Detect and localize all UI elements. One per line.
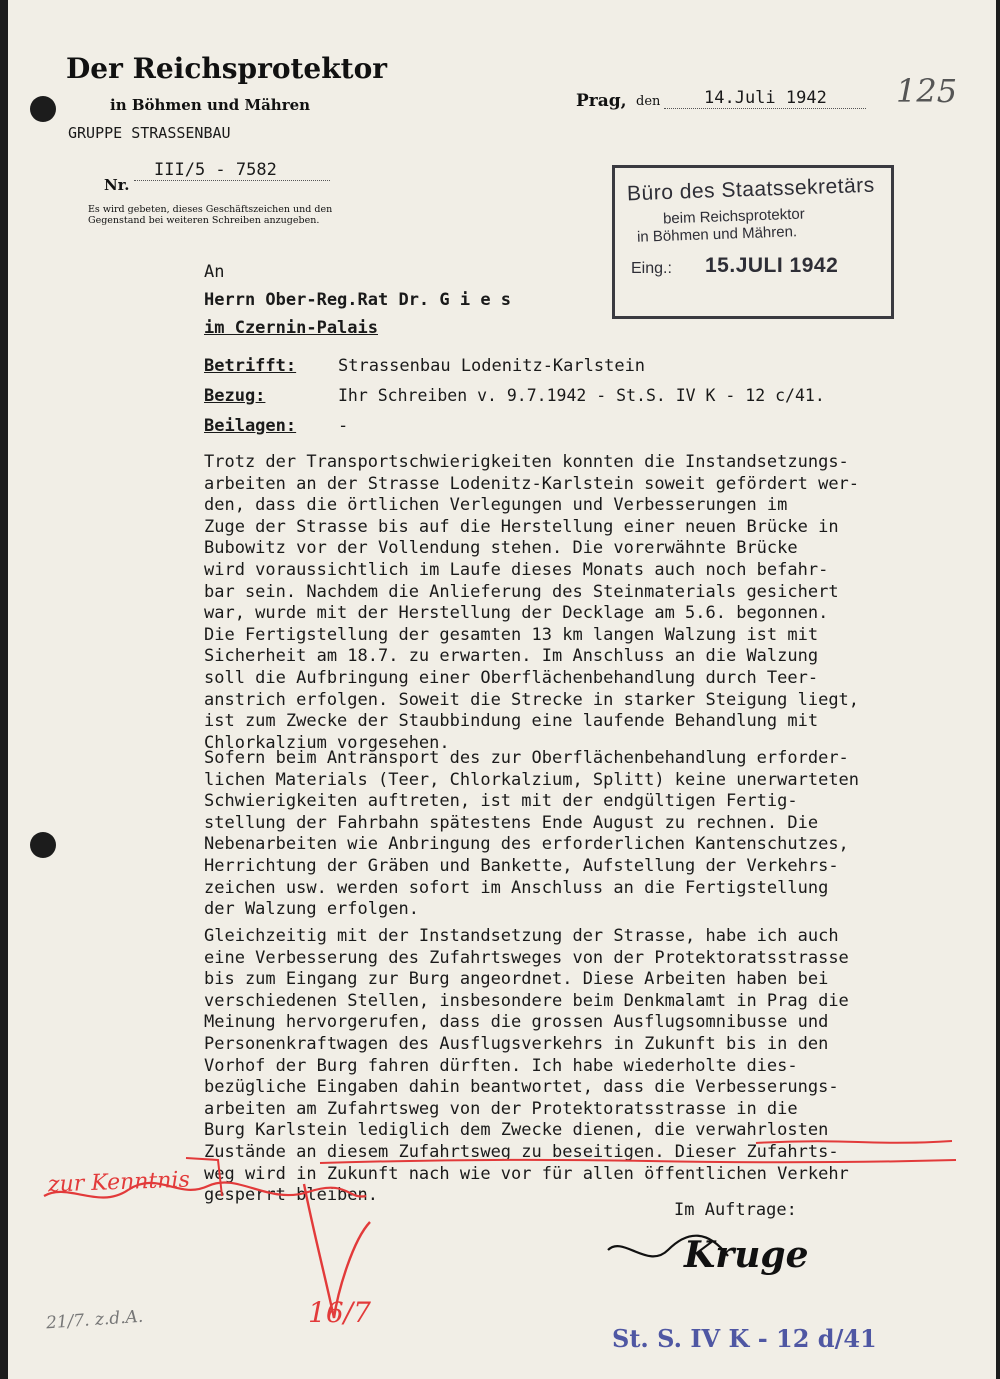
body-line: Personenkraftwagen des Ausflugsverkehrs in Zukunft bis in den [204, 1033, 829, 1054]
signature: Kruge [684, 1234, 809, 1276]
body-line: arbeiten am Zufahrtsweg von der Protektoratsstrasse in die [204, 1098, 798, 1119]
recipient-place: im Czernin-Palais [204, 318, 378, 338]
body-line: Burg Karlstein lediglich dem Zwecke dienen, die verwahrlosten [204, 1120, 829, 1141]
beilagen-label: Beilagen: [204, 416, 297, 436]
body-line: lichen Materials (Teer, Chlorkalzium, Splitt) keine unerwarteten [204, 769, 860, 790]
body-line: der Walzung erfolgen. [204, 899, 419, 920]
body-line: den, dass die örtlichen Verlegungen und Verbesserungen im [204, 495, 788, 516]
recipient-an: An [204, 262, 225, 282]
body-line: verschiedenen Stellen, insbesondere beim Denkmalamt in Prag die [204, 990, 849, 1011]
body-line: soll die Aufbringung einer Oberflächenbehandlung durch Teer- [204, 667, 819, 688]
reference-notice-line: Gegenstand bei weiteren Schreiben anzugeben. [88, 215, 320, 226]
reference-notice-line: Es wird gebeten, dieses Geschäftszeichen und den [88, 204, 333, 215]
body-line: wird voraussichtlich im Laufe dieses Monats auch noch befahr- [204, 559, 829, 580]
recipient-name: Herrn Ober-Reg.Rat Dr. G i e s [204, 290, 512, 310]
body-line: anstrich erfolgen. Soweit die Strecke in starker Steigung liegt, [204, 689, 860, 710]
body-line: war, wurde mit der Herstellung der Decklage am 5.6. begonnen. [204, 603, 829, 624]
red-date-annotation: 16/7 [308, 1296, 371, 1329]
body-line: bis zum Eingang zur Burg angeordnet. Diese Arbeiten haben bei [204, 969, 829, 990]
body-line: Vorhof der Burg fahren dürften. Ich habe wiederholte dies- [204, 1055, 798, 1076]
stamp-line: Büro des Staatssekretärs [626, 173, 876, 206]
stamp-line: in Böhmen und Mähren. [636, 223, 798, 246]
nr-label: Nr. [104, 176, 130, 194]
body-line: stellung der Fahrbahn spätestens Ende August zu rechnen. Die [204, 812, 819, 833]
red-annotation: zur Kenntnis [47, 1167, 191, 1198]
place: Prag, [576, 91, 627, 111]
page-number: 125 [896, 72, 958, 110]
letterhead-title: Der Reichsprotektor [66, 52, 388, 85]
body-line: zeichen usw. werden sofort im Anschluss an die Fertigstellung [204, 877, 829, 898]
body-line: Chlorkalzium vorgesehen. [204, 732, 450, 753]
body-line: bezügliche Eingaben dahin beantwortet, dass die Verbesserungs- [204, 1077, 839, 1098]
body-line: Sofern beim Antransport des zur Oberflächenbehandlung erforder- [204, 748, 849, 768]
reference-stamp: St. S. IV K - 12 d/41 [612, 1324, 877, 1353]
body-line: ist zum Zwecke der Staubbindung eine laufende Behandlung mit [204, 711, 819, 732]
body-line: Nebenarbeiten wie Anbringung des erforderlichen Kantenschutzes, [204, 834, 849, 855]
body-line: Bubowitz vor der Vollendung stehen. Die vorerwähnte Brücke [204, 538, 798, 559]
nr-value: III/5 - 7582 [134, 160, 330, 181]
beilagen-value: - [338, 416, 349, 436]
stamp-eing-date: 15.JULI 1942 [705, 254, 839, 277]
body-line: eine Verbesserung des Zufahrtsweges von der Protektoratsstrasse [204, 947, 849, 968]
stamp-eing-label: Eing.: [631, 260, 672, 277]
body-line: Meinung hervorgerufen, dass die grossen Ausflugsomnibusse und [204, 1012, 829, 1033]
den-label: den [636, 94, 661, 109]
betrifft-label: Betrifft: [204, 356, 297, 376]
body-line: Schwierigkeiten auftreten, ist mit der endgültigen Fertig- [204, 791, 798, 812]
body-line: Die Fertigstellung der gesamten 13 km langen Walzung ist mit [204, 624, 819, 645]
body-line: bar sein. Nachdem die Anlieferung des Steinmaterials gesichert [204, 581, 839, 602]
body-line: Herrichtung der Gräben und Bankette, Aufstellung der Verkehrs- [204, 855, 839, 876]
body-line: Zuge der Strasse bis auf die Herstellung einer neuen Brücke in [204, 516, 839, 537]
bezug-label: Bezug: [204, 386, 266, 406]
closing: Im Auftrage: [674, 1200, 797, 1220]
body-line: Zustände an diesem Zufahrtsweg zu beseitigen. Dieser Zufahrts- [204, 1141, 839, 1162]
body-line: arbeiten an der Strasse Lodenitz-Karlstein soweit gefördert wer- [204, 473, 860, 494]
body-line: Sicherheit am 18.7. zu erwarten. Im Anschluss an die Walzung [204, 646, 819, 667]
body-line: weg wird in Zukunft nach wie vor für allen öffentlichen Verkehr [204, 1163, 849, 1184]
letterhead-subtitle: in Böhmen und Mähren [110, 96, 311, 114]
body-line: Gleichzeitig mit der Instandsetzung der Strasse, habe ich auch [204, 926, 839, 946]
body-line: gesperrt bleiben. [204, 1185, 378, 1206]
stamp-line: beim Reichsprotektor [662, 205, 805, 228]
betrifft-value: Strassenbau Lodenitz-Karlstein [338, 356, 646, 376]
letter-date: 14.Juli 1942 [664, 88, 866, 109]
bezug-value: Ihr Schreiben v. 9.7.1942 - St.S. IV K - 12 c/41. [338, 386, 825, 405]
body-line: Trotz der Transportschwierigkeiten konnten die Instandsetzungs- [204, 452, 849, 472]
pencil-annotation: 21/7. z.d.A. [45, 1306, 144, 1334]
document-page [8, 0, 996, 1379]
letterhead-department: GRUPPE STRASSENBAU [68, 124, 231, 142]
